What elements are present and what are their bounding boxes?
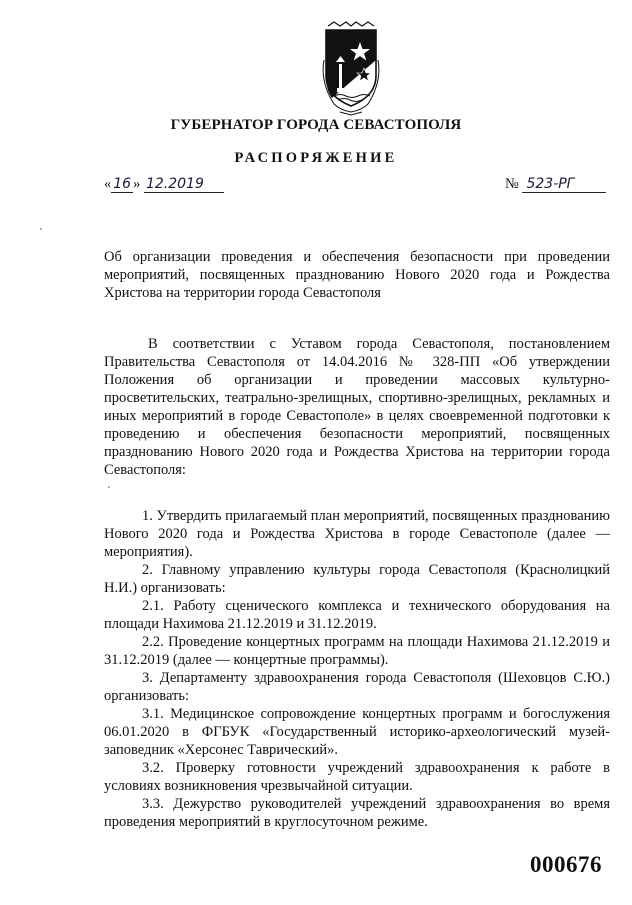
preamble	[104, 335, 610, 479]
order-item: 2. Главному управлению культуры города Севастополя (Краснолицкий Н.И.) организовать:	[104, 562, 610, 596]
coat-of-arms-icon	[320, 20, 382, 116]
order-item: 3.1. Медицинское сопровождение концертных программ и богослужения 06.01.2020 в ФГБУК «Государственный историко-археологический музей-заповедник «Херсонес Таврический».	[104, 706, 610, 758]
order-item: 3. Департаменту здравоохранения города Севастополя (Шеховцов С.Ю.) организовать:	[104, 670, 610, 704]
document-type: РАСПОРЯЖЕНИЕ	[234, 150, 398, 166]
preamble-text: В соответствии с Уставом города Севастополя, постановлением Правительства Севастополя от 14.04.2016 № 328-ПП «Об утверждении Положения об организации и проведении массовых культурно-просветительских, театрально-зрелищных, спортивно-зрелищных, рекламных и иных мероприятий в городе Севастополе» в целях своевременной подготовки к проведению и обеспечения безопасности мероприятий, посвященных празднованию Нового 2020 года и Рождества Христова на территории города Севастополя:	[104, 336, 610, 478]
scan-speck	[108, 486, 110, 488]
document-date	[104, 176, 224, 193]
order-item: 3.2. Проверку готовности учреждений здравоохранения к работе в условиях возникновения чрезвычайной ситуации.	[104, 760, 610, 794]
order-item: 2.2. Проведение концертных программ на площади Нахимова 21.12.2019 и 31.12.2019 (далее — концертные программы).	[104, 634, 610, 668]
date-open-quote: «	[104, 176, 112, 192]
date-month-year: 12.2019	[144, 176, 224, 193]
order-item: 3.3. Дежурство руководителей учреждений здравоохранения во время проведения мероприятий в круглосуточном режиме.	[104, 796, 610, 830]
order-item: 2.1. Работу сценического комплекса и технического оборудования на площади Нахимова 21.12.2019 и 31.12.2019.	[104, 598, 610, 632]
serial-number: 000676	[530, 852, 602, 877]
document-subject	[104, 248, 610, 302]
document-number	[505, 176, 606, 193]
subject-text: Об организации проведения и обеспечения безопасности при проведении мероприятий, посвященных празднованию Нового 2020 года и Рождества Христова на территории города Севастополя	[104, 249, 610, 301]
order-item: 1. Утвердить прилагаемый план мероприятий, посвященных празднованию Нового 2020 года и Рождества Христова в городе Севастополе (далее — мероприятия).	[104, 508, 610, 560]
date-day: 16	[113, 176, 132, 192]
date-close-quote: »	[133, 176, 141, 192]
issuer-title: ГУБЕРНАТОР ГОРОДА СЕВАСТОПОЛЯ	[170, 117, 462, 133]
order-items	[104, 507, 610, 831]
number-prefix: №	[505, 176, 519, 192]
scan-speck	[40, 228, 42, 230]
number-value: 523-РГ	[522, 176, 606, 193]
